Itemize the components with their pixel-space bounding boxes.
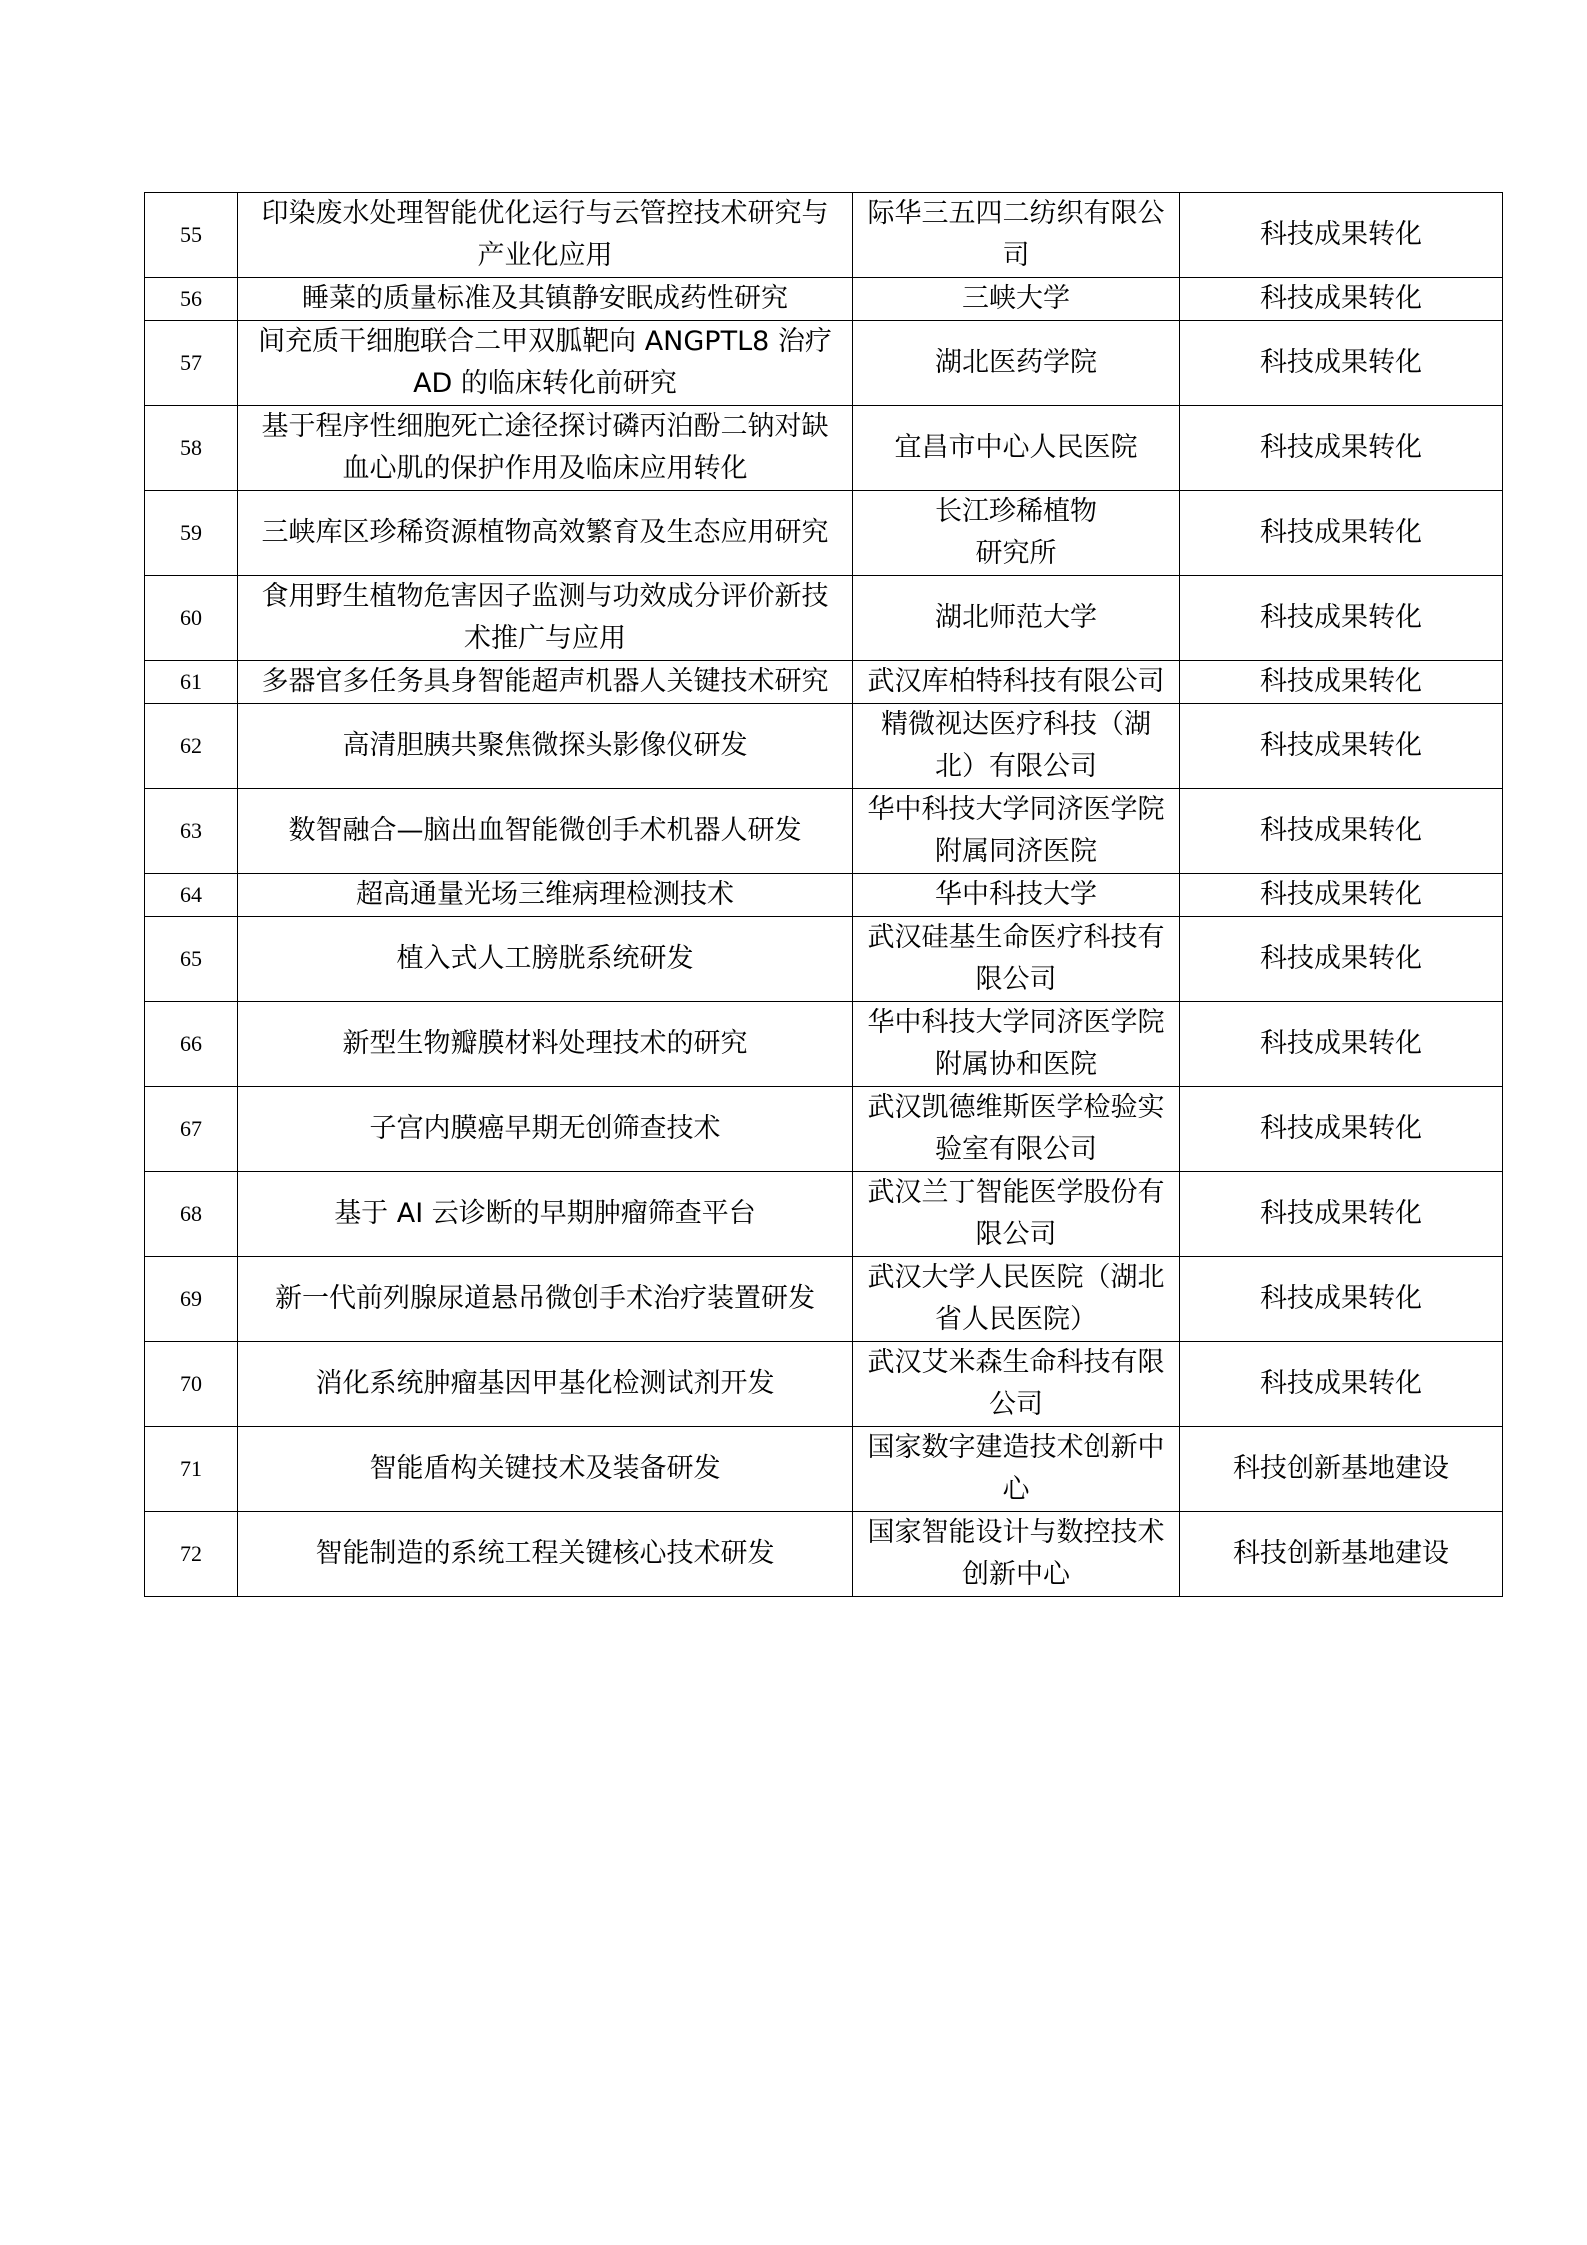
- undertaking-unit: 武汉艾米森生命科技有限公司: [853, 1342, 1180, 1427]
- row-number: 67: [145, 1087, 238, 1172]
- table-row: [145, 491, 1503, 576]
- table-row: [145, 917, 1503, 1002]
- row-number: 57: [145, 321, 238, 406]
- table-row: [145, 661, 1503, 704]
- project-name: 睡菜的质量标准及其镇静安眠成药性研究: [238, 278, 853, 321]
- project-name: 高清胆胰共聚焦微探头影像仪研发: [238, 704, 853, 789]
- project-category: 科技成果转化: [1180, 193, 1503, 278]
- project-category: 科技成果转化: [1180, 1342, 1503, 1427]
- project-category: 科技成果转化: [1180, 661, 1503, 704]
- table-row: [145, 1087, 1503, 1172]
- project-category: 科技成果转化: [1180, 874, 1503, 917]
- row-number: 69: [145, 1257, 238, 1342]
- row-number: 70: [145, 1342, 238, 1427]
- table-row: [145, 278, 1503, 321]
- project-name: 基于程序性细胞死亡途径探讨磷丙泊酚二钠对缺血心肌的保护作用及临床应用转化: [238, 406, 853, 491]
- row-number: 66: [145, 1002, 238, 1087]
- undertaking-unit: 湖北师范大学: [853, 576, 1180, 661]
- project-name: 印染废水处理智能优化运行与云管控技术研究与产业化应用: [238, 193, 853, 278]
- table-body: [145, 193, 1503, 1597]
- table-row: [145, 406, 1503, 491]
- row-number: 71: [145, 1427, 238, 1512]
- project-name: 植入式人工膀胱系统研发: [238, 917, 853, 1002]
- undertaking-unit: 宜昌市中心人民医院: [853, 406, 1180, 491]
- table-row: [145, 1172, 1503, 1257]
- table-row: [145, 1002, 1503, 1087]
- table-row: [145, 1342, 1503, 1427]
- project-category: 科技成果转化: [1180, 1002, 1503, 1087]
- project-category: 科技成果转化: [1180, 1172, 1503, 1257]
- undertaking-unit: 华中科技大学: [853, 874, 1180, 917]
- row-number: 59: [145, 491, 238, 576]
- project-name: 子宫内膜癌早期无创筛查技术: [238, 1087, 853, 1172]
- project-name: 消化系统肿瘤基因甲基化检测试剂开发: [238, 1342, 853, 1427]
- project-category: 科技成果转化: [1180, 321, 1503, 406]
- undertaking-unit: 湖北医药学院: [853, 321, 1180, 406]
- project-category: 科技成果转化: [1180, 576, 1503, 661]
- undertaking-unit: 长江珍稀植物 研究所: [853, 491, 1180, 576]
- undertaking-unit: 精微视达医疗科技（湖北）有限公司: [853, 704, 1180, 789]
- table-row: [145, 1427, 1503, 1512]
- undertaking-unit: 武汉大学人民医院（湖北省人民医院）: [853, 1257, 1180, 1342]
- project-name: 新一代前列腺尿道悬吊微创手术治疗装置研发: [238, 1257, 853, 1342]
- undertaking-unit: 武汉硅基生命医疗科技有限公司: [853, 917, 1180, 1002]
- table-row: [145, 789, 1503, 874]
- table-row: [145, 193, 1503, 278]
- undertaking-unit: 国家数字建造技术创新中心: [853, 1427, 1180, 1512]
- project-name: 三峡库区珍稀资源植物高效繁育及生态应用研究: [238, 491, 853, 576]
- project-name: 食用野生植物危害因子监测与功效成分评价新技术推广与应用: [238, 576, 853, 661]
- row-number: 63: [145, 789, 238, 874]
- table-row: [145, 1257, 1503, 1342]
- project-name: 数智融合—脑出血智能微创手术机器人研发: [238, 789, 853, 874]
- row-number: 65: [145, 917, 238, 1002]
- row-number: 64: [145, 874, 238, 917]
- undertaking-unit: 华中科技大学同济医学院附属同济医院: [853, 789, 1180, 874]
- undertaking-unit: 际华三五四二纺织有限公司: [853, 193, 1180, 278]
- project-category: 科技成果转化: [1180, 1087, 1503, 1172]
- undertaking-unit: 武汉凯德维斯医学检验实验室有限公司: [853, 1087, 1180, 1172]
- project-name: 间充质干细胞联合二甲双胍靶向 ANGPTL8 治疗 AD 的临床转化前研究: [238, 321, 853, 406]
- row-number: 58: [145, 406, 238, 491]
- row-number: 55: [145, 193, 238, 278]
- table-row: [145, 1512, 1503, 1597]
- row-number: 60: [145, 576, 238, 661]
- project-category: 科技成果转化: [1180, 491, 1503, 576]
- undertaking-unit: 武汉兰丁智能医学股份有限公司: [853, 1172, 1180, 1257]
- row-number: 72: [145, 1512, 238, 1597]
- project-name: 智能制造的系统工程关键核心技术研发: [238, 1512, 853, 1597]
- project-name: 多器官多任务具身智能超声机器人关键技术研究: [238, 661, 853, 704]
- project-name: 超高通量光场三维病理检测技术: [238, 874, 853, 917]
- project-category: 科技成果转化: [1180, 704, 1503, 789]
- projects-table: [144, 192, 1503, 1597]
- table-row: [145, 874, 1503, 917]
- table-row: [145, 321, 1503, 406]
- project-name: 基于 AI 云诊断的早期肿瘤筛查平台: [238, 1172, 853, 1257]
- table-row: [145, 576, 1503, 661]
- project-category: 科技成果转化: [1180, 278, 1503, 321]
- undertaking-unit: 武汉库柏特科技有限公司: [853, 661, 1180, 704]
- project-category: 科技成果转化: [1180, 789, 1503, 874]
- project-category: 科技创新基地建设: [1180, 1512, 1503, 1597]
- undertaking-unit: 华中科技大学同济医学院附属协和医院: [853, 1002, 1180, 1087]
- project-category: 科技成果转化: [1180, 1257, 1503, 1342]
- row-number: 56: [145, 278, 238, 321]
- row-number: 68: [145, 1172, 238, 1257]
- project-category: 科技创新基地建设: [1180, 1427, 1503, 1512]
- project-name: 智能盾构关键技术及装备研发: [238, 1427, 853, 1512]
- row-number: 61: [145, 661, 238, 704]
- project-name: 新型生物瓣膜材料处理技术的研究: [238, 1002, 853, 1087]
- table-row: [145, 704, 1503, 789]
- project-category: 科技成果转化: [1180, 917, 1503, 1002]
- row-number: 62: [145, 704, 238, 789]
- undertaking-unit: 国家智能设计与数控技术创新中心: [853, 1512, 1180, 1597]
- undertaking-unit: 三峡大学: [853, 278, 1180, 321]
- project-category: 科技成果转化: [1180, 406, 1503, 491]
